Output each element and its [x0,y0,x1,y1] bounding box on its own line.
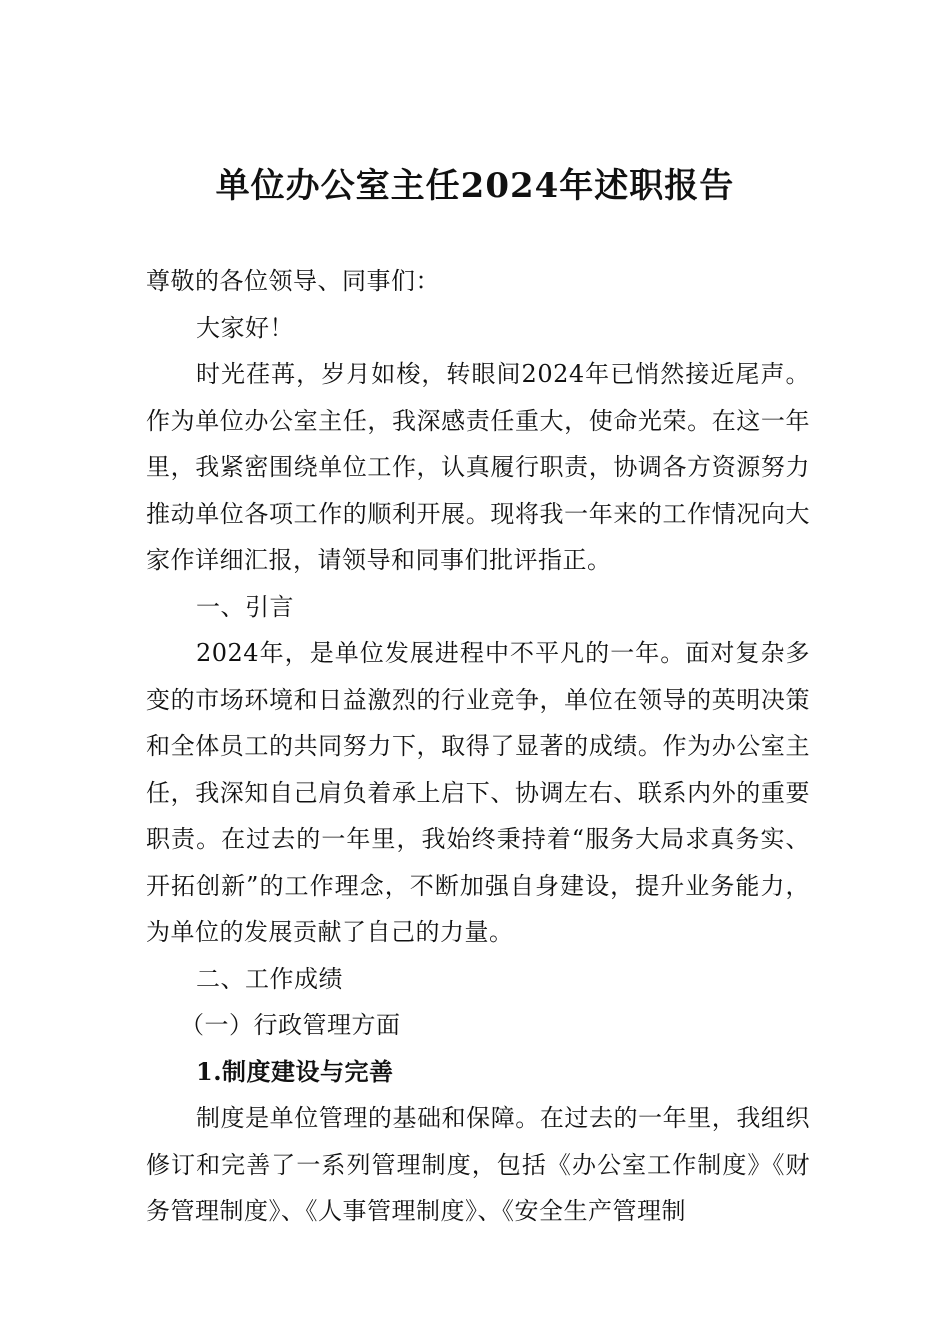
intro-paragraph: 时光荏苒，岁月如梭，转眼间2024年已悄然接近尾声。作为单位办公室主任，我深感责任重大，使命光荣。在这一年里，我紧密围绕单位工作，认真履行职责，协调各方资源努力推动单位各项工作的顺利开展。现将我一年来的工作情况向大家作详细汇报，请领导和同事们批评指正。 [146,360,810,574]
section1-paragraph: 2024年，是单位发展进程中不平凡的一年。面对复杂多变的市场环境和日益激烈的行业竞争，单位在领导的英明决策和全体员工的共同努力下，取得了显著的成绩。作为办公室主任，我深知自己肩负着承上启下、协调左右、联系内外的重要职责。在过去的一年里，我始终秉持着“服务大局求真务实、开拓创新”的工作理念，不断加强自身建设，提升业务能力，为单位的发展贡献了自己的力量。 [146,639,810,946]
section2-heading: 二、工作成绩 [196,964,343,993]
subsection1-heading: （一）行政管理方面 [180,1011,401,1039]
section1-heading: 一、引言 [196,592,294,621]
greeting: 大家好！ [196,313,294,342]
document-title: 单位办公室主任2024年述职报告 [215,166,735,206]
item1-paragraph: 制度是单位管理的基础和保障。在过去的一年里，我组织修订和完善了一系列管理制度，包括《办公室工作制度》《财务管理制度》、《人事管理制度》、《安全生产管理制 [146,1104,810,1225]
document-body [146,258,810,1235]
item1-heading: 1.制度建设与完善 [196,1056,394,1086]
salutation: 尊敬的各位领导、同事们： [146,267,440,295]
